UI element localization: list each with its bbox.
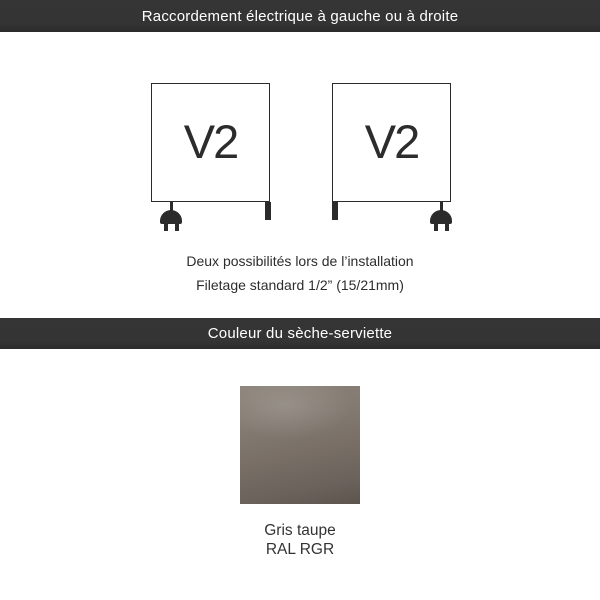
radiator-diagram-plug-right — [332, 83, 451, 202]
power-plug-icon — [160, 202, 182, 232]
installation-caption: Deux possibilités lors de l’installation — [186, 253, 414, 269]
plug-prong — [175, 223, 179, 231]
radiator-diagram-plug-left — [151, 83, 270, 202]
plug-prong — [445, 223, 449, 231]
pipe-stub — [265, 202, 271, 220]
plug-body — [160, 210, 182, 224]
pipe-stub — [332, 202, 338, 220]
plug-body — [430, 210, 452, 224]
color-swatch-gris-taupe — [240, 386, 360, 504]
power-plug-icon — [430, 202, 452, 232]
swatch-color-name: Gris taupe — [264, 522, 336, 539]
thread-standard-caption: Filetage standard 1/2” (15/21mm) — [196, 277, 404, 293]
swatch-color-code: RAL RGR — [265, 541, 335, 558]
model-label: V2 — [364, 115, 419, 168]
section-header-color-label: Couleur du sèche-serviette — [207, 325, 393, 342]
plug-prong — [164, 223, 168, 231]
section-header-connection-label: Raccordement électrique à gauche ou à droite — [141, 7, 459, 25]
model-label: V2 — [183, 115, 238, 168]
plug-prong — [434, 223, 438, 231]
section-header-color — [0, 318, 600, 349]
swatch-caption — [0, 521, 600, 559]
section-header-connection — [0, 0, 600, 32]
